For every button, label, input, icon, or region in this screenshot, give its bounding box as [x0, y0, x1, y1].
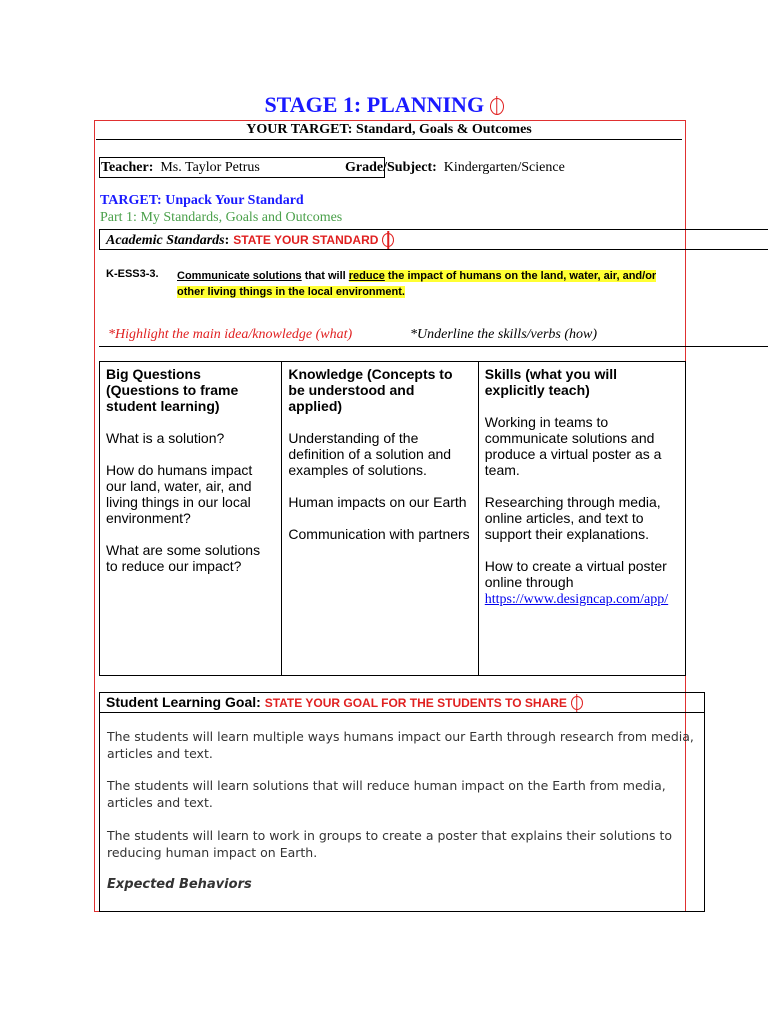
big-questions-cell [100, 362, 282, 676]
skills-cell [478, 362, 685, 676]
list-item: What are some solutions to reduce our impact? [106, 542, 261, 574]
academic-standards-prompt: STATE YOUR STANDARD [233, 233, 379, 247]
marker-icon [382, 233, 394, 247]
marker-icon [490, 98, 504, 115]
highlight-note: *Highlight the main idea/knowledge (what) [108, 327, 353, 342]
list-item: Human impacts on our Earth [288, 494, 467, 510]
unpack-heading: TARGET: Unpack Your Standard [100, 193, 304, 208]
big-questions-header: Big Questions (Questions to frame student learning) [106, 366, 239, 414]
marker-icon [571, 696, 583, 710]
list-item: Communication with partners [288, 526, 470, 542]
academic-standards-rule-left [99, 229, 100, 250]
goal-prompt: STATE YOUR GOAL FOR THE STUDENTS TO SHARE [264, 696, 567, 710]
planning-table [99, 361, 686, 676]
notes-rule [99, 346, 768, 347]
goal-header: Student Learning Goal: STATE YOUR GOAL FOR THE STUDENTS TO SHARE [106, 694, 583, 712]
goal-paragraph: The students will learn multiple ways humans impact our Earth through research from media, articles and text. [107, 729, 694, 761]
standard-code: K-ESS3-3. [106, 268, 159, 280]
goal-paragraph: The students will learn to work in groups to create a poster that explains their solutions to reducing human impact on Earth. [107, 828, 673, 860]
target-header: YOUR TARGET: Standard, Goals & Outcomes [246, 122, 532, 137]
goal-header-rule [99, 712, 705, 713]
target-header-rule [96, 139, 682, 140]
goal-label: Student Learning Goal [106, 694, 257, 710]
part1-heading: Part 1: My Standards, Goals and Outcomes [100, 210, 343, 225]
page-title: STAGE 1: PLANNING [0, 92, 768, 118]
academic-standards-label: Academic Standards: STATE YOUR STANDARD [106, 231, 394, 249]
list-item: Working in teams to communicate solutions and produce a virtual poster as a team. [484, 414, 662, 478]
expected-behaviors: Expected Behaviors [107, 877, 252, 892]
skills-header: Skills (what you will explicitly teach) [484, 366, 618, 398]
academic-standards-rule-bottom [99, 249, 768, 250]
teacher-row [101, 160, 260, 176]
standard-text: Communicate solutions that will reduce the impact of humans on the land, water, air, and/or other living things in the local environment. [177, 270, 657, 298]
grade-row [345, 160, 565, 176]
teacher-name: Ms. Taylor Petrus [160, 160, 260, 175]
list-item: How to create a virtual poster online through [484, 558, 667, 590]
teacher-label: Teacher: [101, 160, 154, 175]
grade-label: Grade/Subject: [345, 160, 437, 175]
list-item: Researching through media, online articles, and text to support their explanations. [484, 494, 661, 542]
designcap-link[interactable]: https://www.designcap.com/app/ [484, 592, 669, 607]
list-item: Understanding of the definition of a solution and examples of solutions. [288, 430, 452, 478]
knowledge-cell [282, 362, 478, 676]
knowledge-header: Knowledge (Concepts to be understood and applied) [288, 366, 453, 414]
goal-paragraph: The students will learn solutions that will reduce human impact on the Earth from media, articles and text. [107, 778, 666, 810]
list-item: How do humans impact our land, water, air, and living things in our local environment? [106, 462, 253, 526]
table-row [100, 362, 686, 676]
academic-standards-rule-top [99, 229, 768, 230]
underline-note: *Underline the skills/verbs (how) [410, 327, 598, 342]
list-item: What is a solution? [106, 430, 225, 446]
grade-value: Kindergarten/Science [443, 160, 565, 175]
